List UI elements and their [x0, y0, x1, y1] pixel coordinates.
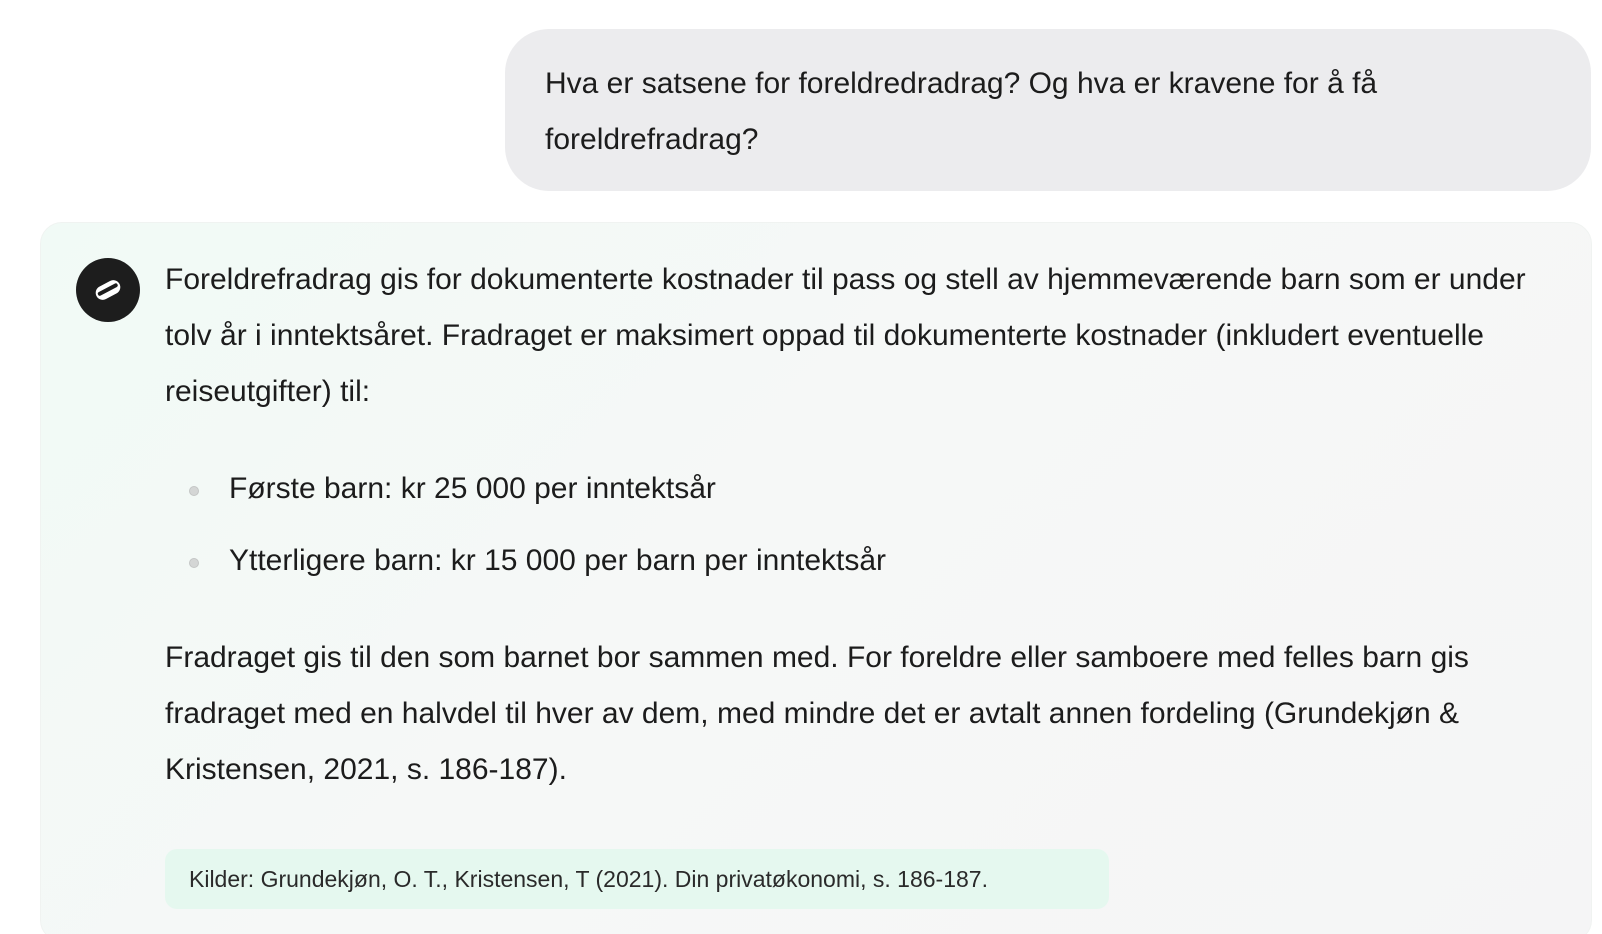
assistant-answer	[165, 252, 1545, 798]
rate-first-child: Første barn: kr 25 000 per inntektsår	[229, 472, 716, 505]
list-item	[165, 533, 1545, 589]
bullet-icon	[189, 558, 199, 568]
answer-paragraph-distribution: Fradraget gis til den som barnet bor sammen med. For foreldre eller samboere med felles barn gis fradraget med en halvdel til hver av dem, med mindre det er avtalt annen fordeling (Grundekjøn & Kristensen, 2021, s. 186-187).	[165, 641, 1469, 786]
assistant-message-card	[40, 222, 1592, 934]
assistant-logo-icon	[88, 270, 128, 310]
list-item	[165, 461, 1545, 517]
sources-box	[165, 849, 1109, 909]
user-message-text: Hva er satsene for foreldredradrag? Og hva er kravene for å få foreldrefradrag?	[545, 67, 1378, 156]
answer-paragraph-intro: Foreldrefradrag gis for dokumenterte kostnader til pass og stell av hjemmeværende barn som er under tolv år i inntektsåret. Fradraget er maksimert oppad til dokumenterte kostnader (inkludert eventuelle reiseutgifter) til:	[165, 263, 1526, 408]
assistant-avatar	[76, 258, 140, 322]
sources-text: Kilder: Grundekjøn, O. T., Kristensen, T (2021). Din privatøkonomi, s. 186-187.	[189, 866, 988, 892]
bullet-icon	[189, 486, 199, 496]
rate-additional-children: Ytterligere barn: kr 15 000 per barn per inntektsår	[229, 544, 887, 577]
user-message-bubble	[505, 29, 1591, 191]
rates-list	[165, 461, 1545, 589]
